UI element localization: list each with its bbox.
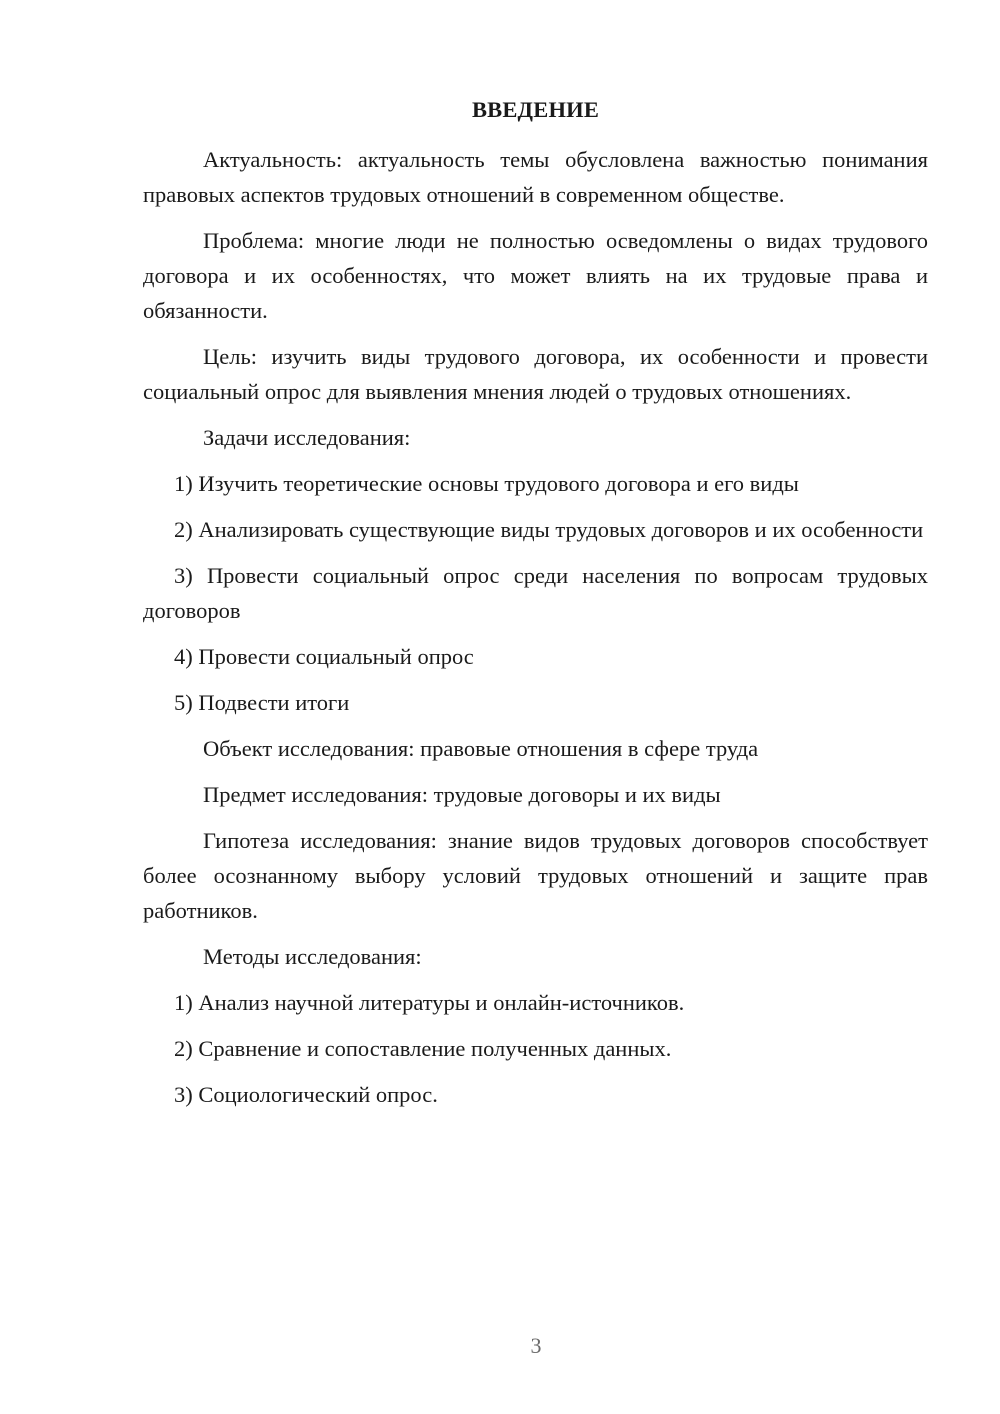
research-subject: Предмет исследования: трудовые договоры и их виды [203, 782, 721, 807]
task-item-3: 3) Провести социальный опрос среди населения по вопросам трудовых договоров [143, 563, 928, 623]
method-item-1: 1) Анализ научной литературы и онлайн-источников. [174, 990, 685, 1015]
task-item-4: 4) Провести социальный опрос [174, 644, 474, 669]
document-page [143, 92, 928, 1123]
task-item-2: 2) Анализировать существующие виды трудовых договоров и их особенности [174, 517, 924, 542]
page-number: 3 [530, 1333, 542, 1358]
tasks-heading: Задачи исследования: [203, 425, 411, 450]
page-title: ВВЕДЕНИЕ [471, 97, 600, 122]
method-item-3: 3) Социологический опрос. [174, 1082, 438, 1107]
goal-paragraph: Цель: изучить виды трудового договора, их особенности и провести социальный опрос для выявления мнения людей о трудовых отношениях. [143, 344, 928, 404]
method-item-2: 2) Сравнение и сопоставление полученных данных. [174, 1036, 672, 1061]
problem-paragraph: Проблема: многие люди не полностью осведомлены о видах трудового договора и их особенностях, что может влиять на их трудовые права и обязанности. [143, 228, 928, 323]
relevance-paragraph: Актуальность: актуальность темы обусловлена важностью понимания правовых аспектов трудовых отношений в современном обществе. [143, 147, 928, 207]
methods-heading: Методы исследования: [203, 944, 422, 969]
research-hypothesis: Гипотеза исследования: знание видов трудовых договоров способствует более осознанному выбору условий трудовых отношений и защите прав работников. [143, 828, 928, 923]
task-item-1: 1) Изучить теоретические основы трудового договора и его виды [174, 471, 799, 496]
research-object: Объект исследования: правовые отношения в сфере труда [203, 736, 759, 761]
task-item-5: 5) Подвести итоги [174, 690, 350, 715]
